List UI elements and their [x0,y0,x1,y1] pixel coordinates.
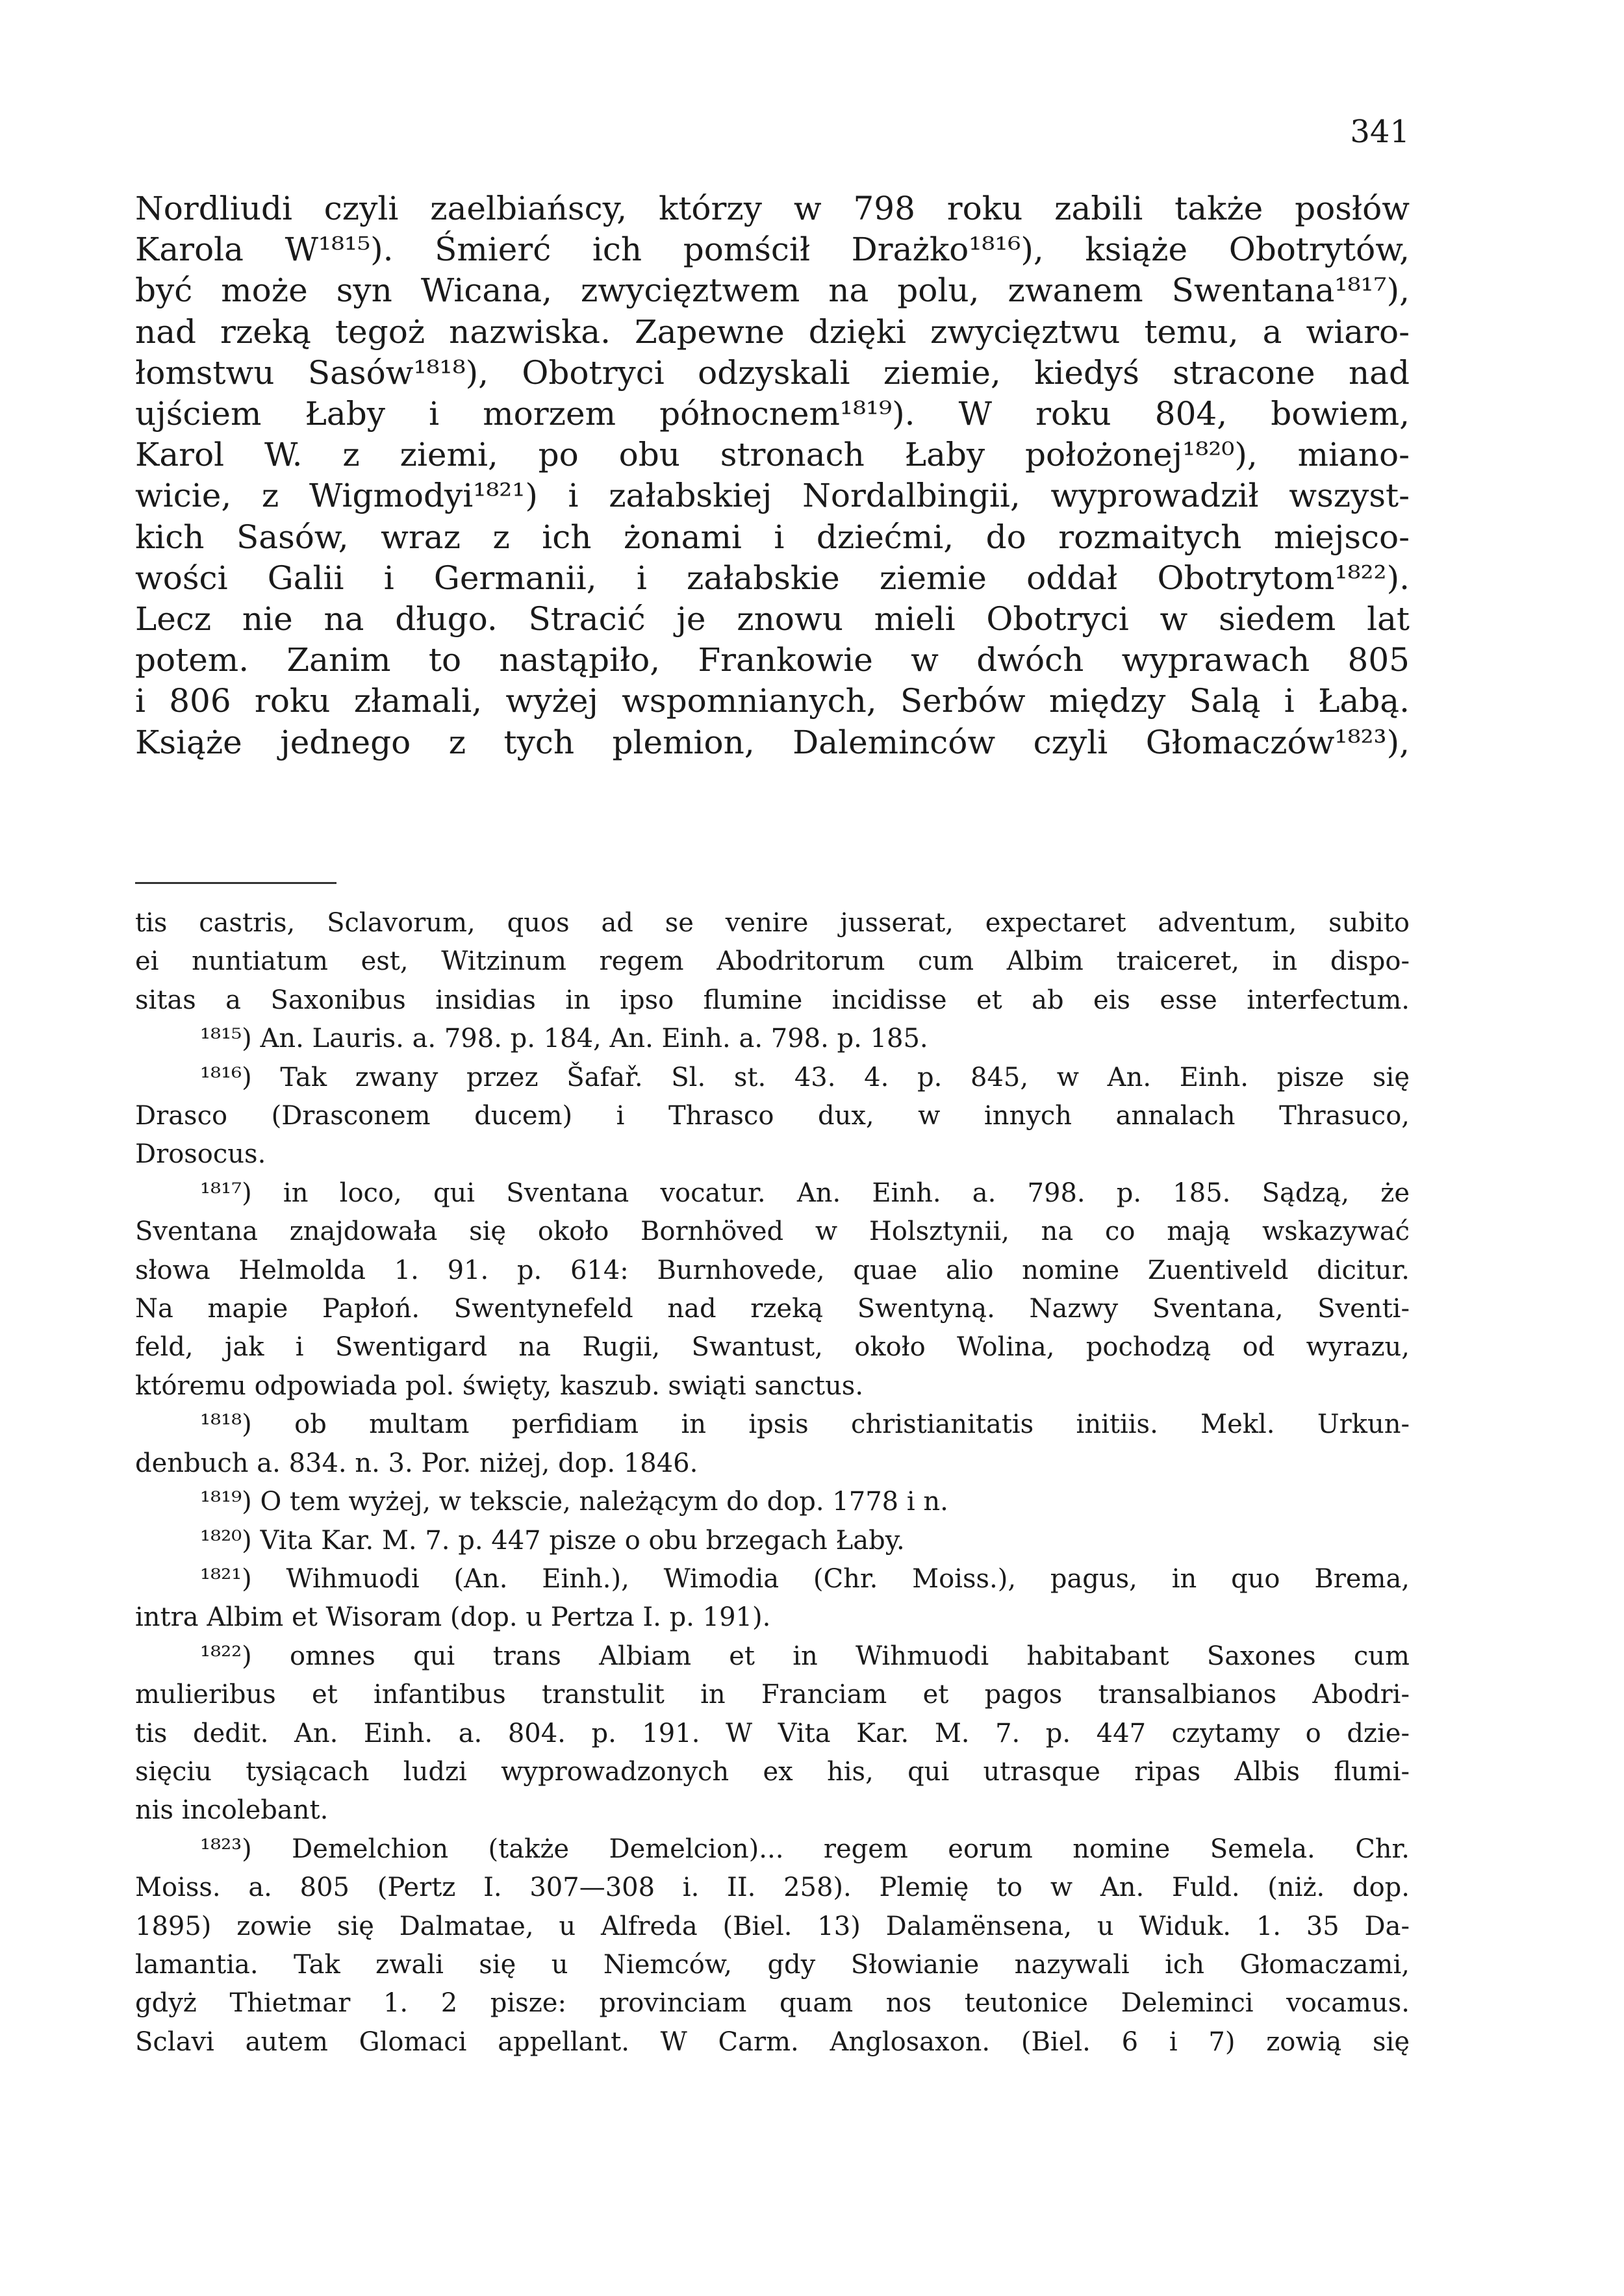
footnote-line: ¹⁸¹⁹) O tem wyżej, w tekscie, należącym do dop. 1778 i n. [200,1487,948,1517]
text-line: wicie, z Wigmodyi¹⁸²¹) i załabskiej Nordalbingii, wyprowadził wszyst- [135,477,1410,515]
footnote-line: Drasco (Drasconem ducem) i Thrasco dux, w innych annalach Thrasuco, [135,1101,1410,1131]
footnote-line: ¹⁸¹⁵) An. Lauris. a. 798. p. 184, An. Einh. a. 798. p. 185. [200,1024,928,1054]
text-line: Książe jednego z tych plemion, Daleminców czyli Głomaczów¹⁸²³), [135,723,1410,761]
footnote-line: ¹⁸¹⁶) Tak zwany przez Šafař. Sl. st. 43. 4. p. 845, w An. Einh. pisze się [200,1062,1410,1092]
footnote-line: ¹⁸²³) Demelchion (także Demelcion)... regem eorum nomine Semela. Chr. [200,1834,1410,1864]
footnote-line: gdyż Thietmar 1. 2 pisze: provinciam quam nos teutonice Deleminci vocamus. [135,1988,1410,2019]
text-line: Karol W. z ziemi, po obu stronach Łaby położonej¹⁸²⁰), miano- [135,436,1410,474]
main-text [135,188,1410,763]
footnote-line: tis dedit. An. Einh. a. 804. p. 191. W Vita Kar. M. 7. p. 447 czytamy o dzie- [135,1718,1410,1748]
footnote-line: denbuch a. 834. n. 3. Por. niżej, dop. 1846. [135,1448,698,1478]
page-number: 341 [1350,114,1410,150]
text-line: Karola W¹⁸¹⁵). Śmierć ich pomścił Drażko¹⁸¹⁶), książe Obotrytów, [135,231,1410,269]
footnote-line: Sclavi autem Glomaci appellant. W Carm. Anglosaxon. (Biel. 6 i 7) zowią się [135,2026,1410,2057]
footnote-line: ¹⁸¹⁷) in loco, qui Sventana vocatur. An. Einh. a. 798. p. 185. Sądzą, że [200,1178,1410,1208]
footnote-line: Moiss. a. 805 (Pertz I. 307—308 i. II. 258). Plemię to w An. Fuld. (niż. dop. [135,1873,1410,1903]
text-line: nad rzeką tegoż nazwiska. Zapewne dzięki zwycięztwu temu, a wiaro- [135,312,1410,351]
text-line: ujściem Łaby i morzem północnem¹⁸¹⁹). W roku 804, bowiem, [135,395,1410,433]
footnote-line: ¹⁸¹⁸) ob multam perfidiam in ipsis christianitatis initiis. Mekl. Urkun- [200,1409,1410,1440]
footnote-line: intra Albim et Wisoram (dop. u Pertza I. p. 191). [135,1602,771,1633]
footnote-line: feld, jak i Swentigard na Rugii, Swantust, około Wolina, pochodzą od wyrazu, [135,1332,1410,1363]
footnote-line: sięciu tysiącach ludzi wyprowadzonych ex his, qui utrasque ripas Albis flumi- [135,1756,1410,1787]
text-line: potem. Zanim to nastąpiło, Frankowie w dwóch wyprawach 805 [135,641,1410,679]
footnote-line: któremu odpowiada pol. święty, kaszub. swiąti sanctus. [135,1370,864,1401]
footnote-line: lamantia. Tak zwali się u Niemców, gdy Słowianie nazywali ich Głomaczami, [135,1949,1410,1980]
text-line: Lecz nie na długo. Stracić je znowu mieli Obotryci w siedem lat [135,600,1410,638]
text-line: i 806 roku złamali, wyżej wspomnianych, Serbów między Salą i Łabą. [135,682,1410,720]
footnote-line: ¹⁸²¹) Wihmuodi (An. Einh.), Wimodia (Chr. Moiss.), pagus, in quo Brema, [200,1563,1410,1594]
footnote-rule [135,882,336,884]
text-line: Nordliudi czyli zaelbiańscy, którzy w 798 roku zabili także posłów [135,190,1410,227]
footnote-line: 1895) zowie się Dalmatae, u Alfreda (Biel. 13) Dalamënsena, u Widuk. 1. 35 Da- [135,1911,1410,1941]
footnote-line: ¹⁸²²) omnes qui trans Albiam et in Wihmuodi habitabant Saxones cum [200,1641,1410,1671]
footnote-line: słowa Helmolda 1. 91. p. 614: Burnhovede, quae alio nomine Zuentiveld dicitur. [135,1255,1410,1285]
footnote-line: ei nuntiatum est, Witzinum regem Abodritorum cum Albim traiceret, in dispo- [135,946,1410,977]
footnotes [135,904,1410,2062]
footnote-line: nis incolebant. [135,1795,329,1826]
footnote-line: ¹⁸²⁰) Vita Kar. M. 7. p. 447 pisze o obu brzegach Łaby. [200,1525,905,1556]
footnote-line: Drosocus. [135,1139,266,1170]
footnote-line: mulieribus et infantibus transtulit in Franciam et pagos transalbianos Abodri- [135,1680,1410,1710]
text-line: wości Galii i Germanii, i załabskie ziemie oddał Obotrytom¹⁸²²). [135,559,1410,597]
footnote-line: sitas a Saxonibus insidias in ipso flumine incidisse et ab eis esse interfectum. [135,985,1410,1015]
footnote-line: tis castris, Sclavorum, quos ad se venire jusserat, expectaret adventum, subito [135,908,1410,938]
footnote-line: Na mapie Papłoń. Swentynefeld nad rzeką Swentyną. Nazwy Sventana, Sventi- [135,1294,1410,1324]
text-line: kich Sasów, wraz z ich żonami i dziećmi, do rozmaitych miejsco- [135,518,1410,556]
text-line: łomstwu Sasów¹⁸¹⁸), Obotryci odzyskali ziemie, kiedyś stracone nad [135,353,1410,392]
footnote-line: Sventana znajdowała się około Bornhöved w Holsztynii, na co mają wskazywać [135,1217,1410,1247]
text-line: być może syn Wicana, zwycięztwem na polu, zwanem Swentana¹⁸¹⁷), [135,271,1410,310]
